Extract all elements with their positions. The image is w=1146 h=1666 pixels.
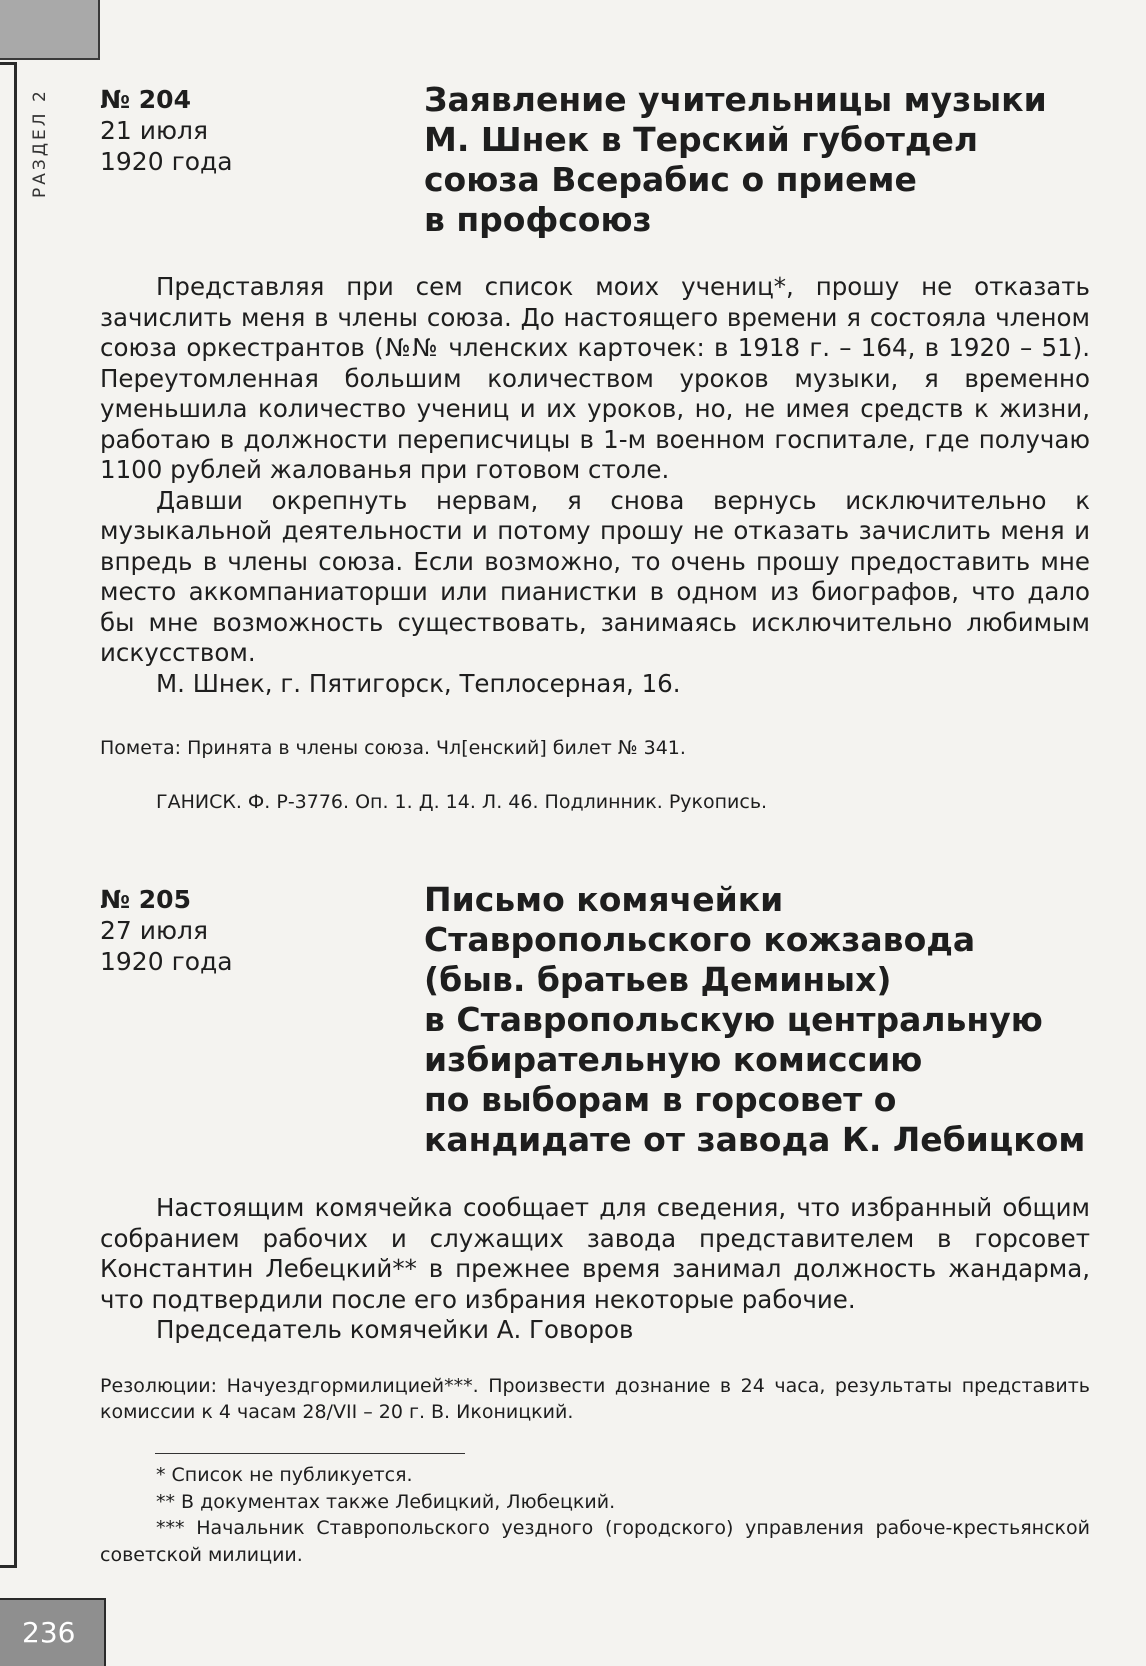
doc204-title-line: союза Всерабис о приеме [424,160,917,199]
doc204-note: Помета: Принята в члены союза. Чл[енский] билет № 341. [100,737,686,759]
footnote: * Список не публикуется. [156,1464,413,1486]
doc205-body [100,1193,1090,1346]
doc204-number: № 204 [100,85,191,114]
doc204-title-line: М. Шнек в Терский губотдел [424,120,979,159]
doc205-title-line: в Ставропольскую центральную [424,1000,1043,1039]
footnote: ** В документах также Лебицкий, Любецкий. [156,1490,616,1513]
footnote-divider [155,1453,465,1454]
doc205-resolution: Резолюции: Начуездгормилицией***. Произвести дознание в 24 часа, результаты представить комиссии к 4 часам 28/VII – 20 г. В. Иконицкий. [100,1375,1090,1423]
doc205-signature: Председатель комячейки А. Говоров [156,1315,634,1344]
doc205-title [424,880,1085,1160]
doc204-paragraph: Представляя при сем список моих учениц*, прошу не отказать зачислить меня в члены союза. До настоящего времени я состояла членом союза оркестрантов (№№ членских карточек: в 1918 г. – 164, в 1920 – 51). Переутомленная большим количеством уроков музыки, я временно уменьшила количество учениц и их уроков, но, не имея средств к жизни, работаю в должности переписчицы в 1-м военном госпитале, где получаю 1100 рублей жалованья при готовом столе. [100,272,1090,484]
doc205-title-line: избирательную комиссию [424,1040,923,1079]
doc204-date-year: 1920 года [100,147,233,176]
doc204-title [424,80,1047,240]
side-margin-rule [0,62,17,1568]
doc204-signature: М. Шнек, г. Пятигорск, Теплосерная, 16. [156,668,681,698]
doc205-meta [100,884,233,977]
doc204-meta [100,84,233,177]
doc205-title-line: кандидате от завода К. Лебицком [424,1120,1086,1159]
doc205-title-line: Письмо комячейки [424,880,784,919]
doc204-paragraph: Давши окрепнуть нервам, я снова вернусь исключительно к музыкальной деятельности и потому прошу не отказать зачислить меня и впредь в члены союза. Если возможно, то очень прошу предоставить мне место аккомпаниаторши или пианистки в одном из биографов, что дало бы мне возможность существовать, занимаясь исключительно любимым искусством. [100,485,1090,667]
doc205-date-year: 1920 года [100,947,233,976]
doc205-title-line: Ставропольского кожзавода [424,920,976,959]
doc205-number: № 205 [100,885,191,914]
footnotes [100,1462,1090,1568]
doc205-date-day: 27 июля [100,916,209,945]
section-label: РАЗДЕЛ 2 [30,88,50,198]
corner-tab [0,0,100,60]
doc205-title-line: (быв. братьев Деминых) [424,960,892,999]
footnote: *** Начальник Ставропольского уездного (городского) управления рабоче-крестьянской советской милиции. [100,1517,1090,1566]
page-number: 236 [22,1616,76,1649]
doc204-body [100,272,1090,699]
doc204-date-day: 21 июля [100,116,209,145]
doc205-title-line: по выборам в горсовет о [424,1080,897,1119]
doc204-source: ГАНИСК. Ф. Р-3776. Оп. 1. Д. 14. Л. 46. Подлинник. Рукопись. [156,791,768,813]
doc204-title-line: в профсоюз [424,200,652,239]
doc205-paragraph: Настоящим комячейка сообщает для сведения, что избранный общим собранием рабочих и служащих завода представителем в горсовет Константин Лебецкий** в прежнее время занимал должность жандарма, что подтвердили после его избрания некоторые рабочие. [100,1193,1090,1314]
doc204-title-line: Заявление учительницы музыки [424,80,1047,119]
